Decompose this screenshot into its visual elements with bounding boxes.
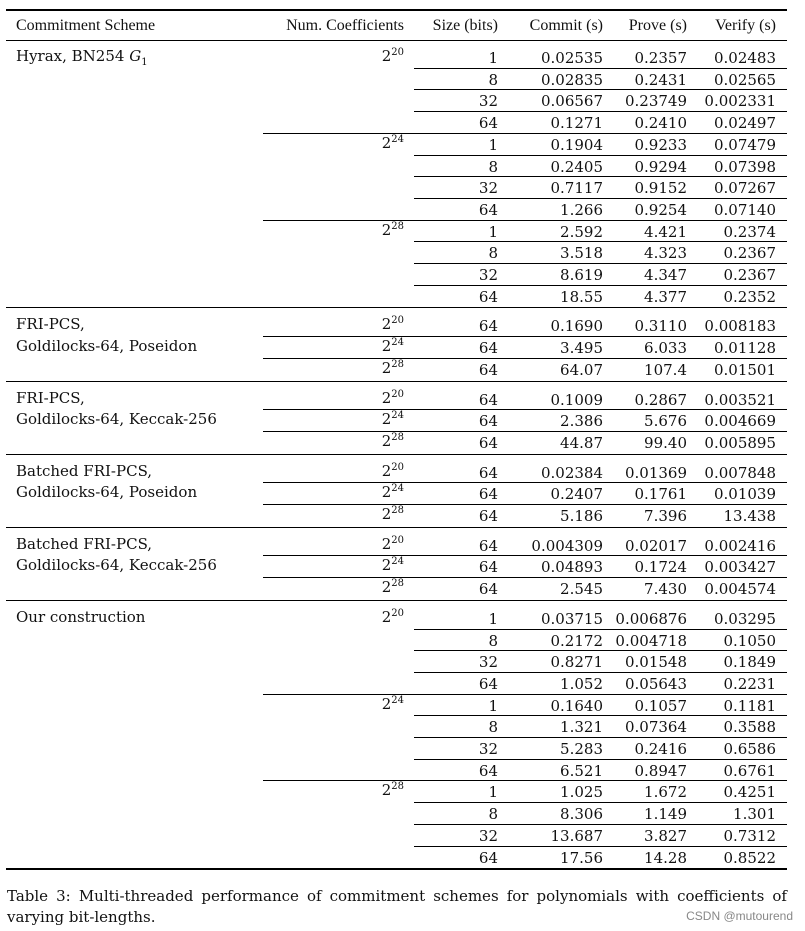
commit-time: 0.04893 xyxy=(540,558,603,577)
commit-time: 0.02535 xyxy=(540,49,603,67)
coeff-base: 2 xyxy=(381,358,392,377)
commit-time: 2.592 xyxy=(560,222,603,241)
size-bits: 64 xyxy=(478,390,498,409)
size-bits: 8 xyxy=(488,805,498,824)
commit-time: 64.07 xyxy=(560,360,603,379)
size-bits: 64 xyxy=(478,761,498,780)
prove-time: 1.149 xyxy=(644,805,687,824)
coeff-exponent: 28 xyxy=(391,781,404,793)
scheme-name: Batched FRI-PCS, xyxy=(16,461,153,480)
commit-time: 3.518 xyxy=(560,244,603,263)
verify-time: 0.02565 xyxy=(713,70,776,89)
size-bits: 64 xyxy=(478,463,498,482)
coeff-base: 2 xyxy=(381,220,392,239)
coeff-exponent: 24 xyxy=(391,694,404,706)
prove-time: 5.676 xyxy=(644,412,687,431)
verify-time: 13.438 xyxy=(723,507,776,525)
commit-time: 0.1640 xyxy=(550,696,603,715)
size-bits: 64 xyxy=(478,674,498,693)
coeff-exponent: 28 xyxy=(391,431,404,443)
commit-time: 0.03715 xyxy=(540,609,603,628)
commit-time: 0.2405 xyxy=(550,157,603,176)
group-rule xyxy=(6,454,787,455)
commit-time: 8.619 xyxy=(560,266,603,284)
verify-time: 0.1181 xyxy=(723,696,776,715)
verify-time: 0.07267 xyxy=(713,179,776,198)
coeff-base: 2 xyxy=(381,505,392,523)
verify-time: 0.003427 xyxy=(704,558,776,577)
verify-time: 0.6586 xyxy=(723,740,776,758)
coeff-exponent: 28 xyxy=(391,220,404,232)
size-bits: 1 xyxy=(488,609,498,628)
prove-time: 0.006876 xyxy=(615,609,687,628)
prove-time: 0.9152 xyxy=(634,179,687,198)
prove-time: 0.8947 xyxy=(634,761,687,780)
column-header: Size (bits) xyxy=(432,17,498,34)
scheme-name: Goldilocks-64, Keccak-256 xyxy=(16,410,217,429)
commit-time: 18.55 xyxy=(560,287,603,306)
prove-time: 7.396 xyxy=(644,507,687,525)
row-rule xyxy=(414,846,787,847)
row-rule xyxy=(414,198,787,199)
coeff-base: 2 xyxy=(381,410,392,429)
commit-time: 1.052 xyxy=(560,674,603,693)
commit-time: 5.283 xyxy=(560,740,603,758)
coeff-exponent: 20 xyxy=(391,461,404,473)
scheme-name: Goldilocks-64, Keccak-256 xyxy=(16,556,217,575)
size-bits: 64 xyxy=(478,580,498,599)
size-bits: 8 xyxy=(488,631,498,650)
size-bits: 64 xyxy=(478,339,498,358)
commit-time: 0.2407 xyxy=(550,485,603,504)
commit-time: 0.02835 xyxy=(540,70,603,89)
coeff-base: 2 xyxy=(381,461,392,480)
size-bits: 8 xyxy=(488,244,498,263)
verify-time: 0.03295 xyxy=(713,609,776,628)
row-rule xyxy=(414,89,787,90)
size-bits: 8 xyxy=(488,70,498,89)
coeff-base: 2 xyxy=(381,337,392,356)
verify-time: 0.1849 xyxy=(723,653,776,672)
verify-time: 1.301 xyxy=(733,805,776,824)
size-bits: 8 xyxy=(488,718,498,737)
scheme-name: FRI-PCS, xyxy=(16,315,85,334)
verify-time: 0.004574 xyxy=(704,580,776,599)
verify-time: 0.008183 xyxy=(704,317,776,336)
size-bits: 64 xyxy=(478,287,498,306)
column-header: Commitment Scheme xyxy=(16,17,156,34)
prove-time: 0.2410 xyxy=(634,114,687,133)
coeff-exponent: 28 xyxy=(391,578,404,590)
verify-time: 0.01501 xyxy=(713,360,776,379)
prove-time: 0.9254 xyxy=(634,200,687,219)
verify-time: 0.6761 xyxy=(723,761,776,780)
verify-time: 0.004669 xyxy=(704,412,776,431)
size-bits: 64 xyxy=(478,433,498,452)
row-rule xyxy=(414,715,787,716)
size-bits: 64 xyxy=(478,360,498,379)
prove-time: 0.004718 xyxy=(615,631,687,650)
verify-time: 0.7312 xyxy=(723,826,776,845)
coeff-exponent: 20 xyxy=(391,388,404,400)
prove-time: 0.07364 xyxy=(624,718,687,737)
commit-time: 44.87 xyxy=(560,433,603,452)
column-header: Prove (s) xyxy=(628,17,687,34)
prove-time: 4.377 xyxy=(644,287,687,306)
row-rule xyxy=(414,824,787,825)
row-rule xyxy=(414,176,787,177)
commit-time: 0.1271 xyxy=(550,114,603,133)
commit-time: 13.687 xyxy=(550,826,603,845)
coeff-exponent: 20 xyxy=(391,534,404,546)
prove-time: 0.01548 xyxy=(624,653,687,672)
commit-time: 0.004309 xyxy=(531,536,603,555)
watermark: CSDN @mutourend xyxy=(686,909,793,923)
prove-time: 0.1057 xyxy=(634,696,687,715)
row-rule xyxy=(414,155,787,156)
coeff-base: 2 xyxy=(381,388,392,407)
commit-time: 0.8271 xyxy=(550,653,603,672)
table-caption: Table 3: Multi-threaded performance of commitment schemes for polynomials with coefficients of varying bit-lengths. xyxy=(7,887,787,926)
commit-time: 0.1009 xyxy=(550,390,603,409)
commit-time: 0.1904 xyxy=(550,135,603,154)
row-rule xyxy=(414,68,787,69)
size-bits: 1 xyxy=(488,135,498,154)
commit-time: 1.025 xyxy=(560,783,603,802)
prove-time: 0.2416 xyxy=(634,740,687,758)
commit-time: 0.2172 xyxy=(550,631,603,650)
size-bits: 1 xyxy=(488,222,498,241)
row-rule xyxy=(414,759,787,760)
bottom-rule xyxy=(6,868,787,870)
size-bits: 64 xyxy=(478,558,498,577)
coeff-exponent: 24 xyxy=(391,483,404,495)
prove-time: 0.2357 xyxy=(634,49,687,67)
size-bits: 1 xyxy=(488,49,498,67)
prove-time: 3.827 xyxy=(644,826,687,845)
prove-time: 4.421 xyxy=(644,222,687,241)
coeff-base: 2 xyxy=(381,781,392,800)
row-rule xyxy=(414,737,787,738)
prove-time: 6.033 xyxy=(644,339,687,358)
commit-time: 3.495 xyxy=(560,339,603,358)
verify-time: 0.02483 xyxy=(713,49,776,67)
coeff-base: 2 xyxy=(381,431,392,450)
commit-time: 0.1690 xyxy=(550,317,603,336)
commit-time: 8.306 xyxy=(560,805,603,824)
coeff-exponent: 24 xyxy=(391,556,404,568)
scheme-name: Hyrax, BN254 $G_1$ xyxy=(16,47,148,68)
commit-time: 5.186 xyxy=(560,507,603,525)
prove-time: 4.347 xyxy=(644,266,687,284)
prove-time: 0.23749 xyxy=(624,92,687,111)
row-rule xyxy=(414,629,787,630)
verify-time: 0.07140 xyxy=(713,200,776,219)
scheme-name: Batched FRI-PCS, xyxy=(16,534,153,553)
prove-time: 0.9294 xyxy=(634,157,687,176)
verify-time: 0.2352 xyxy=(723,287,776,306)
size-bits: 64 xyxy=(478,200,498,219)
column-header: Num. Coefficients xyxy=(286,17,404,34)
size-bits: 32 xyxy=(478,826,498,845)
prove-time: 0.05643 xyxy=(624,674,687,693)
prove-time: 0.9233 xyxy=(634,135,687,154)
prove-time: 107.4 xyxy=(644,360,687,379)
size-bits: 64 xyxy=(478,114,498,133)
commit-time: 0.7117 xyxy=(550,179,603,198)
scheme-name: Our construction xyxy=(16,607,146,626)
verify-time: 0.2367 xyxy=(723,244,776,263)
commit-time: 0.02384 xyxy=(540,463,603,482)
size-bits: 64 xyxy=(478,412,498,431)
group-rule xyxy=(6,381,787,382)
verify-time: 0.02497 xyxy=(713,114,776,133)
prove-time: 0.1761 xyxy=(634,485,687,504)
prove-time: 14.28 xyxy=(644,848,687,867)
coeff-base: 2 xyxy=(381,578,392,597)
row-rule xyxy=(414,672,787,673)
prove-time: 0.2867 xyxy=(634,390,687,409)
scheme-name: Goldilocks-64, Poseidon xyxy=(16,483,198,502)
coeff-exponent: 24 xyxy=(391,410,404,422)
verify-time: 0.01128 xyxy=(713,339,776,358)
size-bits: 64 xyxy=(478,536,498,555)
commit-time: 2.545 xyxy=(560,580,603,599)
verify-time: 0.2367 xyxy=(723,266,776,284)
scheme-name: Goldilocks-64, Poseidon xyxy=(16,337,198,356)
coeff-exponent: 20 xyxy=(391,315,404,327)
size-bits: 64 xyxy=(478,507,498,525)
size-bits: 64 xyxy=(478,485,498,504)
coeff-base: 2 xyxy=(381,483,392,502)
verify-time: 0.4251 xyxy=(723,783,776,802)
commit-time: 1.321 xyxy=(560,718,603,737)
coeff-base: 2 xyxy=(381,315,392,334)
verify-time: 0.002331 xyxy=(704,92,776,111)
size-bits: 8 xyxy=(488,157,498,176)
row-rule xyxy=(414,802,787,803)
size-bits: 1 xyxy=(488,783,498,802)
prove-time: 0.3110 xyxy=(634,317,687,336)
size-bits: 32 xyxy=(478,740,498,758)
group-rule xyxy=(6,600,787,601)
header-rule xyxy=(6,40,787,41)
verify-time: 0.002416 xyxy=(704,536,776,555)
commit-time: 1.266 xyxy=(560,200,603,219)
size-bits: 64 xyxy=(478,317,498,336)
column-header: Verify (s) xyxy=(715,17,776,34)
commit-time: 17.56 xyxy=(560,848,603,867)
verify-time: 0.3588 xyxy=(723,718,776,737)
prove-time: 4.323 xyxy=(644,244,687,263)
prove-time: 7.430 xyxy=(644,580,687,599)
commit-time: 0.06567 xyxy=(540,92,603,111)
row-rule xyxy=(414,650,787,651)
row-rule xyxy=(414,241,787,242)
prove-time: 0.2431 xyxy=(634,70,687,89)
prove-time: 0.02017 xyxy=(624,536,687,555)
coeff-base: 2 xyxy=(381,694,392,713)
coeff-exponent: 24 xyxy=(391,133,404,145)
column-header: Commit (s) xyxy=(529,17,603,34)
coeff-base: 2 xyxy=(381,133,392,152)
coeff-base: 2 xyxy=(381,534,392,553)
size-bits: 32 xyxy=(478,266,498,284)
coeff-exponent: 28 xyxy=(391,358,404,370)
verify-time: 0.07398 xyxy=(713,157,776,176)
top-rule xyxy=(6,9,787,11)
coeff-exponent: 20 xyxy=(391,47,404,58)
size-bits: 32 xyxy=(478,179,498,198)
row-rule xyxy=(414,263,787,264)
prove-time: 1.672 xyxy=(644,783,687,802)
group-rule xyxy=(6,527,787,528)
verify-time: 0.003521 xyxy=(704,390,776,409)
prove-time: 0.1724 xyxy=(634,558,687,577)
verify-time: 0.1050 xyxy=(723,631,776,650)
size-bits: 1 xyxy=(488,696,498,715)
prove-time: 99.40 xyxy=(644,433,687,452)
commit-time: 2.386 xyxy=(560,412,603,431)
coeff-base: 2 xyxy=(381,556,392,575)
coeff-base: 2 xyxy=(381,607,392,626)
coeff-exponent: 20 xyxy=(391,607,404,619)
group-rule xyxy=(6,307,787,308)
coeff-exponent: 28 xyxy=(391,505,404,516)
size-bits: 32 xyxy=(478,92,498,111)
coeff-exponent: 24 xyxy=(391,337,404,349)
verify-time: 0.005895 xyxy=(704,433,776,452)
prove-time: 0.01369 xyxy=(624,463,687,482)
scheme-name: FRI-PCS, xyxy=(16,388,85,407)
size-bits: 64 xyxy=(478,848,498,867)
size-bits: 32 xyxy=(478,653,498,672)
row-rule xyxy=(414,111,787,112)
verify-time: 0.007848 xyxy=(704,463,776,482)
verify-time: 0.07479 xyxy=(713,135,776,154)
row-rule xyxy=(414,285,787,286)
verify-time: 0.2231 xyxy=(723,674,776,693)
verify-time: 0.01039 xyxy=(713,485,776,504)
verify-time: 0.2374 xyxy=(723,222,776,241)
verify-time: 0.8522 xyxy=(723,848,776,867)
coeff-base: 2 xyxy=(381,47,392,65)
commit-time: 6.521 xyxy=(560,761,603,780)
